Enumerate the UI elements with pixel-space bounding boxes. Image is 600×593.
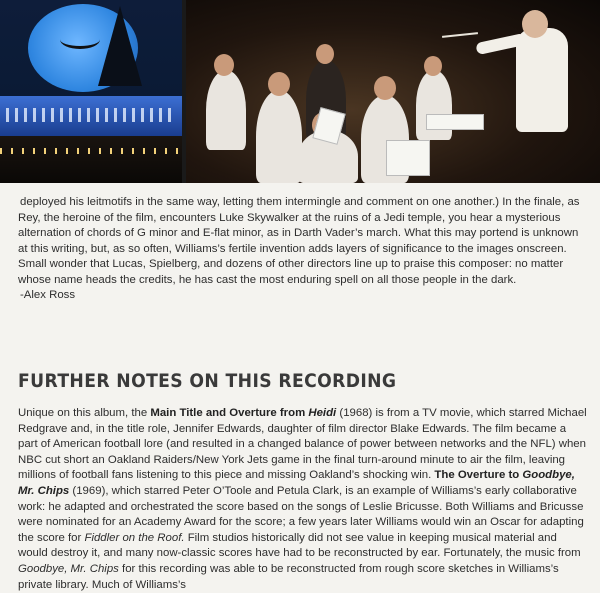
- musician-head: [316, 44, 334, 64]
- notes-text: for this recording was able to be reconstructed from rough score sketches in Williams’s private library. Much of Williams’s: [18, 562, 559, 591]
- chips-title-inline: Goodbye, Mr. Chips: [18, 562, 119, 575]
- photo-strip: [0, 0, 600, 183]
- fiddler-title: Fiddler on the Roof.: [84, 531, 185, 544]
- bicycle-silhouette-icon: [60, 30, 100, 49]
- music-stand: [386, 140, 430, 176]
- chips-title-text: The Overture to: [434, 469, 523, 482]
- conductor-head: [522, 10, 548, 38]
- tree-silhouette: [98, 6, 142, 86]
- baton: [442, 32, 478, 38]
- section-heading: FURTHER NOTES ON THIS RECORDING: [18, 371, 397, 392]
- heidi-title-italic: Heidi: [308, 407, 337, 419]
- notes-text: (1969), which starred Peter O’Toole and Petula Clark, is an example of Williams’s early collaborative work: he adapted and orchestrated the score based on the songs of Leslie Bricusse. Both Williams and Bricusse were nominated for an Academy Award for the score; a few years later Williams would win an Oscar for adapting the score for: [18, 484, 584, 544]
- et-moon-photo: [0, 0, 182, 183]
- chips-title-italic: Goodbye, Mr. Chips: [18, 469, 575, 497]
- musician-head: [268, 72, 290, 96]
- heidi-title-text: Main Title and Overture from: [150, 407, 309, 419]
- musician: [206, 70, 246, 150]
- notes-text: Unique on this album, the: [18, 407, 151, 419]
- essay-signature: -Alex Ross: [20, 289, 76, 301]
- notes-text: Film studios historically did not see value in keeping musical material and would destroy it, and many now-classic scores have had to be reconstructed by ear. Fortunately, the music from: [18, 531, 581, 560]
- musician-head: [374, 76, 396, 100]
- audience: [0, 136, 182, 183]
- stage-lights: [0, 148, 182, 154]
- essay-paragraph: deployed his leitmotifs in the same way, letting them intermingle and comment on one another.) In the finale, as Rey, the heroine of the film, encounters Luke Skywalker at the ruins of a Jedi temple, you hear a mysterious alternation of chords of G minor and E-flat minor, as in Darth Vader’s march. What this may portend is unknown at this writing, but, as so often, Williams’s fertile invention adds layers of significance to the images onscreen. Small wonder that Lucas, Spielberg, and dozens of other directors line up to praise this composer: no matter whose name heads the credits, he has cast the most enduring spell on all those people in the dark.: [18, 196, 580, 286]
- musician-head: [424, 56, 442, 76]
- hall-windows: [6, 108, 176, 122]
- orchestra-photo: [186, 0, 600, 183]
- notes-paragraph: [18, 406, 588, 593]
- musician: [256, 90, 302, 183]
- musician-head: [214, 54, 234, 76]
- music-stand: [426, 114, 484, 130]
- conductor: [516, 28, 568, 132]
- heidi-title: [150, 407, 336, 419]
- notes-text: (1968) is from a TV movie, which starred Michael Redgrave and, in the title role, Jennifer Edwards, daughter of film director Blake Edwards. The film became a part of American football lore (and resulted in a changed balance of power between networks and the NFL) when NBC cut short an Oakland Raiders/New York Jets game in the final turn-around minute to air the film, leaving millions of football fans listening to this piece and missing Oakland’s shocking win.: [18, 407, 587, 482]
